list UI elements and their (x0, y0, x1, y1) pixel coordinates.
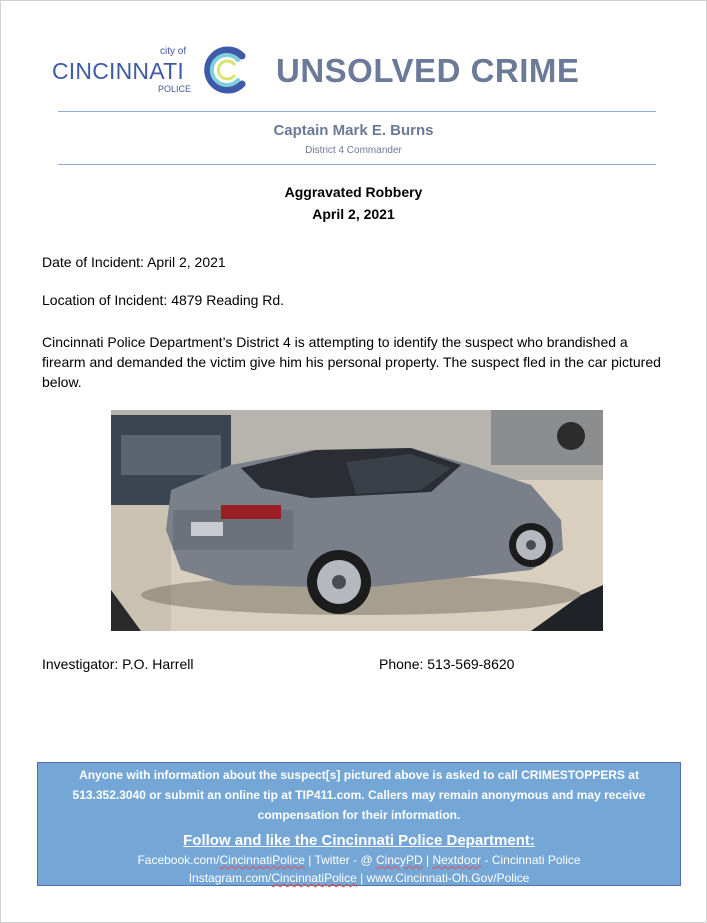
logo-police: POLICE (158, 84, 192, 94)
logo-c-mark-icon (198, 42, 254, 98)
twitter-link[interactable]: CincyPD (375, 853, 423, 867)
cincinnati-police-logo (52, 42, 252, 98)
social-line-2 (38, 869, 680, 887)
social-line-1 (38, 851, 680, 869)
logo-cincinnati: CINCINNATI (52, 58, 184, 84)
incident-description: Cincinnati Police Department’s District 4 is attempting to identify the suspect who brandished a firearm and demanded the victim give him his personal property. The suspect fled in the car pictured below. (42, 334, 661, 390)
location-of-incident (42, 290, 284, 310)
nextdoor-link[interactable]: Nextdoor (432, 853, 482, 867)
date-value: April 2, 2021 (147, 254, 226, 270)
facebook-prefix: Facebook.com/ (137, 853, 220, 867)
investigator (42, 654, 193, 674)
crime-type: Aggravated Robbery (284, 184, 423, 200)
page-title: UNSOLVED CRIME (276, 52, 580, 89)
phone (379, 654, 514, 674)
crime-date: April 2, 2021 (312, 206, 395, 222)
follow-heading: Follow and like the Cincinnati Police Department: (183, 832, 535, 849)
investigator-label: Investigator: (42, 656, 119, 672)
suspect-vehicle-photo (111, 410, 603, 631)
captain-name: Captain Mark E. Burns (273, 122, 434, 139)
instagram-prefix: Instagram.com/ (188, 871, 272, 885)
investigator-value: P.O. Harrell (122, 656, 194, 672)
crimestoppers-box (37, 762, 681, 886)
top-divider (58, 111, 656, 112)
phone-value: 513-569-8620 (427, 656, 515, 672)
logo-city-of: city of (160, 46, 187, 57)
location-label: Location of Incident: (42, 292, 168, 308)
instagram-link[interactable]: CincinnatiPolice (271, 871, 357, 885)
twitter-prefix: | Twitter - @ (304, 853, 376, 867)
separator: | (422, 853, 433, 867)
facebook-link[interactable]: CincinnatiPolice (219, 853, 305, 867)
crimestoppers-text (38, 765, 680, 825)
date-label: Date of Incident: (42, 254, 144, 270)
tip-line-1: Anyone with information about the suspect[s] pictured above is asked to call CRIMESTOPPERS at (79, 768, 639, 782)
bottom-divider (58, 164, 656, 165)
phone-label: Phone: (379, 656, 424, 672)
commander-title: District 4 Commander (305, 145, 402, 156)
date-of-incident (42, 252, 226, 272)
nextdoor-suffix: - Cincinnati Police (481, 853, 581, 867)
website-link[interactable]: | www.Cincinnati-Oh.Gov/Police (356, 871, 530, 885)
tip-line-2: 513.352.3040 or submit an online tip at TIP411.com. Callers may remain anonymous and may receive (72, 788, 646, 802)
tip-line-3: compensation for their information. (257, 808, 461, 822)
location-value: 4879 Reading Rd. (171, 292, 285, 308)
